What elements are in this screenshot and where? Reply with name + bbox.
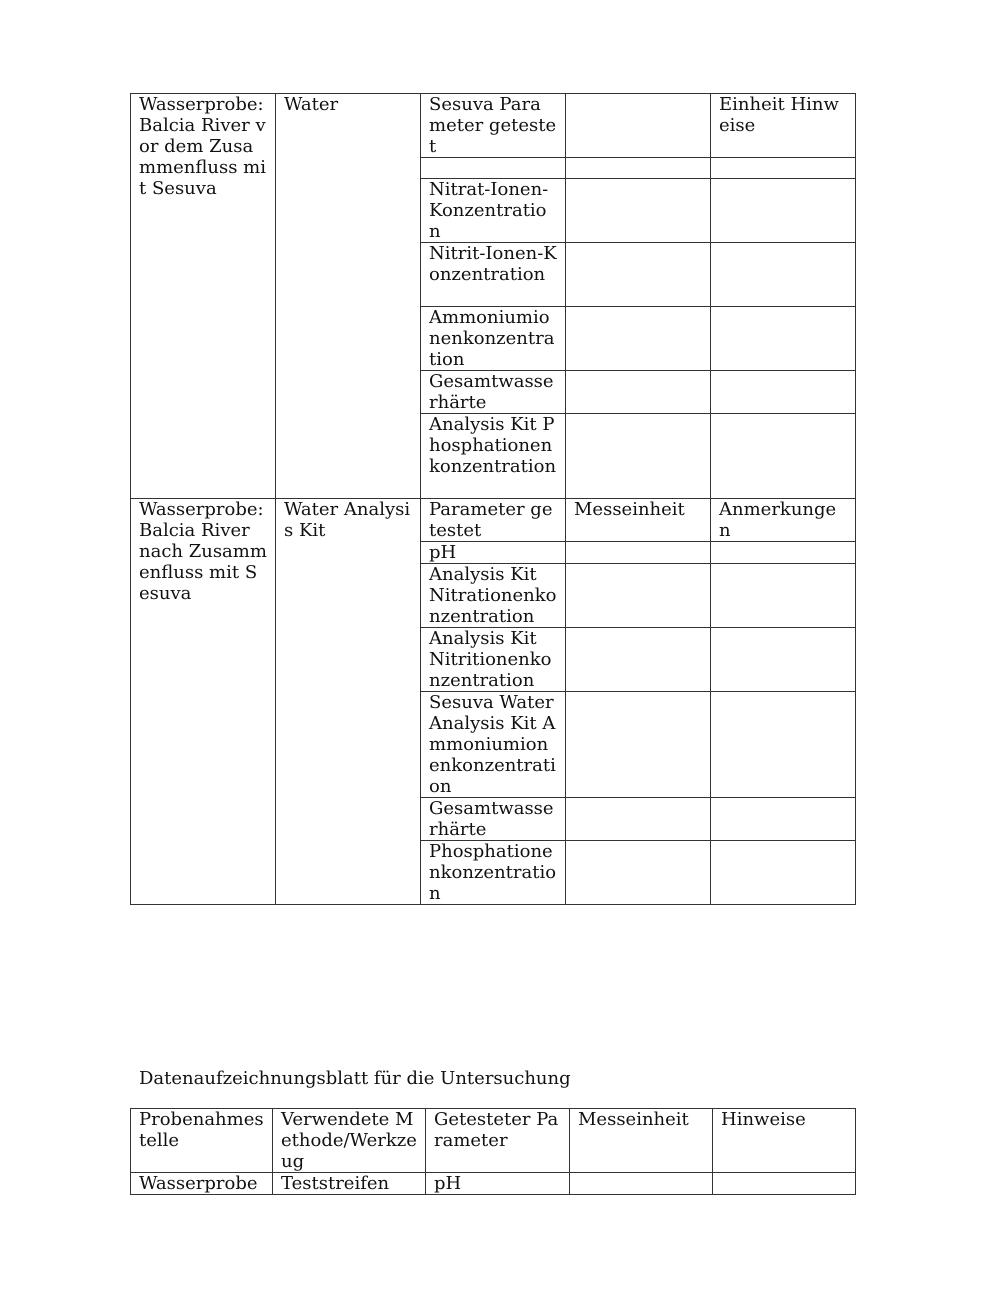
- table-row: [131, 1173, 856, 1195]
- header-notes-cell: Anmerkungen: [711, 499, 856, 542]
- unit-cell: [566, 307, 711, 371]
- parameter-cell: Nitrit-Ionen-Konzentration: [421, 243, 566, 307]
- parameter-cell: Gesamtwasserhärte: [421, 371, 566, 414]
- unit-cell: [566, 564, 711, 628]
- unit-cell: [566, 841, 711, 905]
- header-unit-cell: Messeinheit: [566, 499, 711, 542]
- notes-cell: [711, 179, 856, 243]
- header-notes-cell: Einheit Hinweise: [711, 94, 856, 158]
- unit-cell: [566, 628, 711, 692]
- notes-cell: [711, 414, 856, 499]
- header-cell-sampling-site: Probenahmestelle: [131, 1109, 273, 1173]
- header-cell-unit: Messeinheit: [570, 1109, 713, 1173]
- table-caption: Datenaufzeichnungsblatt für die Untersuchung: [139, 1068, 571, 1089]
- data-sheet-table: [130, 1108, 856, 1195]
- header-parameter-cell: Parameter getestet: [421, 499, 566, 542]
- header-cell-notes: Hinweise: [713, 1109, 856, 1173]
- method-cell: Teststreifen: [273, 1173, 426, 1195]
- header-unit-cell: [566, 94, 711, 158]
- table-row: [131, 499, 856, 542]
- sample-location-cell: Wasserprobe: Balcia River nach Zusammenfluss mit Sesuva: [131, 499, 276, 905]
- unit-cell: [566, 158, 711, 179]
- notes-cell: [713, 1173, 856, 1195]
- parameter-cell: [421, 158, 566, 179]
- parameter-cell: Analysis Kit Nitritionenkonzentration: [421, 628, 566, 692]
- tool-cell: Water: [276, 94, 421, 499]
- table-row: [131, 94, 856, 158]
- unit-cell: [566, 798, 711, 841]
- notes-cell: [711, 841, 856, 905]
- parameter-cell: Analysis Kit Nitrationenkonzentration: [421, 564, 566, 628]
- parameter-cell: Gesamtwasserhärte: [421, 798, 566, 841]
- unit-cell: [566, 414, 711, 499]
- header-parameter-cell: Sesuva Parameter getestet: [421, 94, 566, 158]
- sample-location-cell: Wasserprobe: Balcia River vor dem Zusammenfluss mit Sesuva: [131, 94, 276, 499]
- parameter-cell: pH: [426, 1173, 570, 1195]
- parameter-cell: Sesuva Water Analysis Kit Ammoniumionenkonzentration: [421, 692, 566, 798]
- unit-cell: [566, 692, 711, 798]
- unit-cell: [566, 179, 711, 243]
- notes-cell: [711, 542, 856, 564]
- notes-cell: [711, 628, 856, 692]
- notes-cell: [711, 692, 856, 798]
- unit-cell: [566, 243, 711, 307]
- unit-cell: [570, 1173, 713, 1195]
- notes-cell: [711, 371, 856, 414]
- parameter-cell: Phosphationenkonzentration: [421, 841, 566, 905]
- parameter-cell: Ammoniumionenkonzentration: [421, 307, 566, 371]
- unit-cell: [566, 542, 711, 564]
- notes-cell: [711, 798, 856, 841]
- notes-cell: [711, 307, 856, 371]
- header-cell-parameter: Getesteter Parameter: [426, 1109, 570, 1173]
- test-results-table: [130, 93, 856, 905]
- parameter-cell: Analysis Kit Phosphationenkonzentration: [421, 414, 566, 499]
- notes-cell: [711, 564, 856, 628]
- header-cell-method: Verwendete Methode/Werkzeug: [273, 1109, 426, 1173]
- parameter-cell: Nitrat-Ionen-Konzentration: [421, 179, 566, 243]
- parameter-cell: pH: [421, 542, 566, 564]
- notes-cell: [711, 243, 856, 307]
- tool-cell: Water Analysis Kit: [276, 499, 421, 905]
- notes-cell: [711, 158, 856, 179]
- sampling-site-cell: Wasserprobe: [131, 1173, 273, 1195]
- table-header-row: [131, 1109, 856, 1173]
- unit-cell: [566, 371, 711, 414]
